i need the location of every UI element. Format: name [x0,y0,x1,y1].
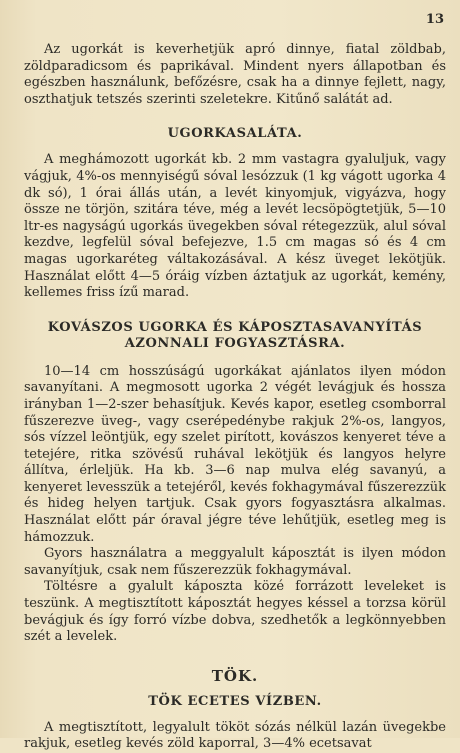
section-title-kovaszos-line2: AZONNALI FOGYASZTÁSRA. [124,335,346,351]
section-title-kovaszos [24,320,446,352]
section-title-tok: TÖK. [211,666,259,685]
kovaszos-paragraph-3: Töltésre a gyalult káposzta közé forrázott leveleket is teszünk. A megtisztított káposztát hegyes késsel a torzsa körül bevágjuk és így forró vízbe dobva, szedhetők a legkönnyebben szét a levelek. [24,579,446,645]
section-subtitle-tok-ecetes: TÖK ECETES VÍZBEN. [148,693,322,709]
tok-paragraph: A megtisztított, legyalult tököt sózás nélkül lazán üvegekbe rakjuk, esetleg kevés zöld kaporral, 3—4% ecetsavat [24,719,446,752]
kovaszos-paragraph-2: Gyors használatra a meggyalult káposztát is ilyen módon savanyítjuk, csak nem fűszerezzük fokhagymával. [24,546,446,578]
section-title-kovaszos-line1: KOVÁSZOS UGORKA ÉS KÁPOSZTASAVANYÍTÁS [47,319,423,335]
intro-paragraph: Az ugorkát is keverhetjük apró dinnye, fiatal zöldbab, zöldparadicsom és paprikával. Mindent nyers állapotban és egészben használunk, befőzésre, csak ha a dinnye fejlett, nagy, oszthatjuk tetszés szerinti szeletekre. Kitűnő salátát ad. [24,42,446,107]
page-number: 13 [425,12,444,27]
kovaszos-paragraph-1: 10—14 cm hosszúságú ugorkákat ajánlatos ilyen módon savanyítani. A megmosott ugorka 2 végét levágjuk és hossza irányban 1—2-szer behasítjuk. Kevés kapor, esetleg csomborral fűszerezve üveg-, vagy cserépedénybe rakjuk 2%-os, langyos, sós vízzel leöntjük, egy szelet pirított, kovászos kenyeret téve a tetejére, ritka szövésű ruhával lekötjük és langyos helyre állítva, érleljük. Ha kb. 3—6 nap mulva elég savanyú, a kenyeret levesszük a tetejéről, kevés fokhagymával fűszerezzük és hideg helyen tartjuk. Csak gyors fogyasztásra alkalmas. Használat előtt pár óraval jégre téve lehűtjük, esetleg meg is hámozzuk. [24,363,446,545]
section-title-ugorkasalata: UGORKASALÁTA. [167,126,303,142]
ugorkasalata-paragraph: A meghámozott ugorkát kb. 2 mm vastagra gyaluljuk, vagy vágjuk, 4%-os mennyiségű sóval lesózzuk (1 kg vágott ugorka 4 dk só), 1 órai állás után, a levét kinyomjuk, vigyázva, hogy össze ne törjön, szitára téve, még a levét lecsöpögtetjük, 5—10 ltr-es nagyságú ugorkás üvegekben sóval rétegezzük, alul sóval kezdve, legfelül sóval befejezve, 1.5 cm magas só és 4 cm magas ugorkaréteg váltakozásával. A kész üveget lekötjük. Használat előtt 4—5 óráig vízben áztatjuk az ugorkát, kemény, kellemes friss ízű marad. [24,152,446,301]
